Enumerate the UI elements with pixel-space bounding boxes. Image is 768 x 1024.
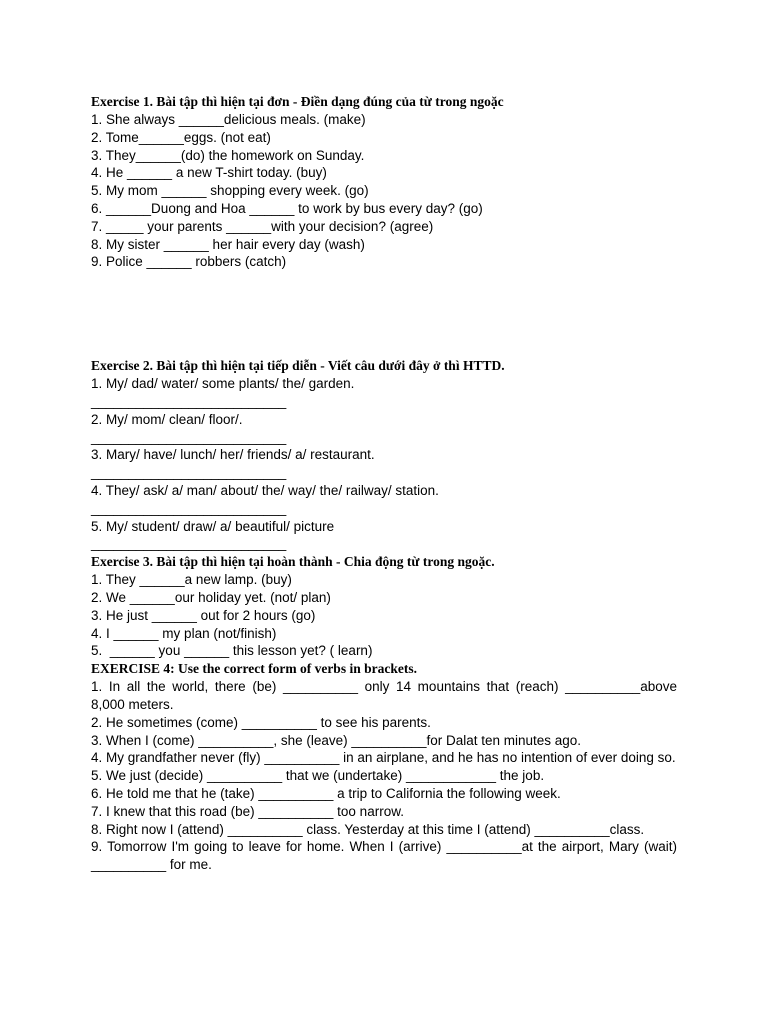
exercise-1-item-1: 1. She always ______delicious meals. (make) (91, 112, 366, 127)
exercise-4-item-1: 1. In all the world, there (be) __________ only 14 mountains that (reach) __________above 8,000 meters. (91, 679, 677, 712)
exercise-3-item-4: 4. I ______ my plan (not/finish) (91, 625, 277, 641)
exercise-3-title: Exercise 3. Bài tập thì hiện tại hoàn thành - Chia động từ trong ngoặc. (91, 554, 495, 570)
exercise-2-item-4-prompt: 4. They/ ask/ a/ man/ about/ the/ way/ the/ railway/ station. (91, 482, 439, 498)
exercise-3-item-1: 1. They ______a new lamp. (buy) (91, 572, 292, 588)
exercise-3-item-3: 3. He just ______ out for 2 hours (go) (91, 607, 316, 623)
exercise-1-item-2: 2. Tome______eggs. (not eat) (91, 129, 271, 145)
exercise-4-item-7: 7. I knew that this road (be) __________ too narrow. (91, 803, 404, 819)
exercise-2-item-3-prompt: 3. Mary/ have/ lunch/ her/ friends/ a/ restaurant. (91, 447, 375, 463)
exercise-2-item-5-prompt: 5. My/ student/ draw/ a/ beautiful/ picture (91, 518, 335, 534)
exercise-2-item-1-prompt: 1. My/ dad/ water/ some plants/ the/ garden. (91, 376, 355, 392)
worksheet-page (91, 93, 677, 874)
exercise-4-item-2: 2. He sometimes (come) __________ to see his parents. (91, 714, 431, 730)
exercise-4-item-8: 8. Right now I (attend) __________ class. Yesterday at this time I (attend) __________class. (91, 821, 645, 837)
exercise-2-item-3-answer-line: __________________________ (91, 465, 287, 481)
exercise-2-item-2-answer-line: __________________________ (91, 429, 287, 445)
exercise-1-item-9: 9. Police ______ robbers (catch) (91, 254, 287, 270)
exercise-1-item-6: 6. ______Duong and Hoa ______ to work by bus every day? (go) (91, 200, 483, 216)
exercise-1-item-4: 4. He ______ a new T-shirt today. (buy) (91, 165, 327, 181)
exercise-2-item-1-answer-line: __________________________ (91, 393, 287, 409)
exercise-4-item-5: 5. We just (decide) __________ that we (undertake) ____________ the job. (91, 768, 545, 784)
exercise-2-item-4-answer-line: __________________________ (91, 500, 287, 516)
exercise-4-item-3: 3. When I (come) __________, she (leave) __________for Dalat ten minutes ago. (91, 732, 582, 748)
exercise-1-item-8: 8. My sister ______ her hair every day (wash) (91, 236, 365, 252)
exercise-1-item-5: 5. My mom ______ shopping every week. (go) (91, 183, 369, 199)
exercise-2-item-2-prompt: 2. My/ mom/ clean/ floor/. (91, 411, 243, 427)
section-spacer (91, 271, 677, 357)
exercise-4-item-4: 4. My grandfather never (fly) __________ in an airplane, and he has no intention of ever doing so. (91, 750, 676, 766)
exercise-4-item-9: 9. Tomorrow I'm going to leave for home. When I (arrive) __________at the airport, Mary (wait) __________ for me. (91, 839, 677, 873)
exercise-2-title: Exercise 2. Bài tập thì hiện tại tiếp diễn - Viết câu dưới đây ở thì HTTD. (91, 358, 505, 374)
exercise-3-item-2: 2. We ______our holiday yet. (not/ plan) (91, 589, 331, 605)
exercise-3-item-5: 5. ______ you ______ this lesson yet? ( learn) (91, 643, 373, 659)
exercise-1-item-3: 3. They______(do) the homework on Sunday. (91, 147, 365, 163)
exercise-4-title: EXERCISE 4: Use the correct form of verbs in brackets. (91, 661, 417, 677)
exercise-1-title: Exercise 1. Bài tập thì hiện tại đơn - Điền dạng đúng của từ trong ngoặc (91, 94, 504, 109)
exercise-1-item-7: 7. _____ your parents ______with your decision? (agree) (91, 218, 434, 234)
exercise-4-item-6: 6. He told me that he (take) __________ a trip to California the following week. (91, 785, 561, 801)
exercise-2-item-5-answer-line: __________________________ (91, 536, 287, 552)
